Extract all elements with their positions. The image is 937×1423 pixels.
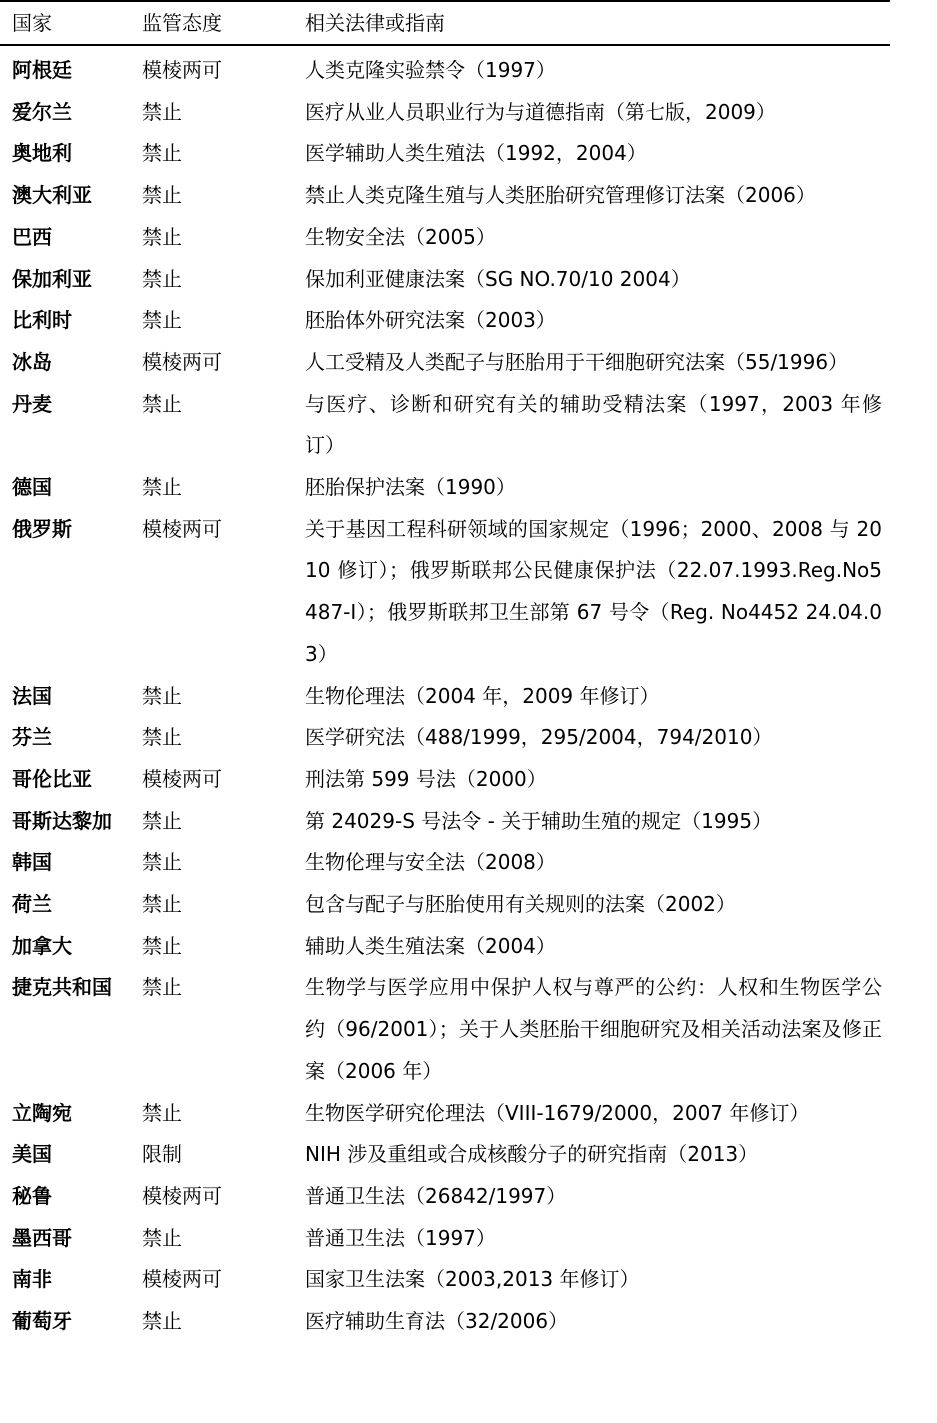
status-cell: 禁止 <box>142 808 182 833</box>
table-row <box>0 467 890 509</box>
table-row <box>0 884 890 926</box>
law-cell: 包含与配子与胚胎使用有关规则的法案（2002） <box>305 892 736 917</box>
table-header-row <box>0 1 890 45</box>
table-row <box>0 342 890 384</box>
country-cell: 美国 <box>12 1142 52 1167</box>
table-row <box>0 300 890 342</box>
status-cell: 禁止 <box>142 475 182 500</box>
country-cell: 荷兰 <box>12 892 52 917</box>
table-row <box>0 45 890 92</box>
status-cell: 禁止 <box>142 933 182 958</box>
status-cell: 模棱两可 <box>142 1267 222 1292</box>
status-cell: 禁止 <box>142 99 182 124</box>
law-cell: 医疗辅助生育法（32/2006） <box>305 1309 569 1334</box>
law-cell: 医学研究法（488/1999，295/2004，794/2010） <box>305 725 773 750</box>
table-row <box>0 133 890 175</box>
law-cell: 关于基因工程科研领域的国家规定（1996；2000、2008 与 2010 修订）；俄罗斯联邦公民健康保护法（22.07.1993.Reg.No5487-I）；俄罗斯联邦卫生部第 67 号令（Reg. No4452 24.04.03） <box>305 516 882 666</box>
country-cell: 芬兰 <box>12 725 52 750</box>
country-cell: 秘鲁 <box>12 1183 52 1208</box>
law-cell: 生物伦理法（2004 年，2009 年修订） <box>305 683 660 708</box>
country-cell: 哥伦比亚 <box>12 766 92 791</box>
table-row <box>0 842 890 884</box>
country-cell: 南非 <box>12 1267 52 1292</box>
table-row <box>0 676 890 718</box>
law-cell: 生物医学研究伦理法（VIII-1679/2000，2007 年修订） <box>305 1100 810 1125</box>
law-cell: 生物学与医学应用中保护人权与尊严的公约：人权和生物医学公约（96/2001）；关于人类胚胎干细胞研究及相关活动法案及修正案（2006 年） <box>305 975 882 1083</box>
status-cell: 禁止 <box>142 183 182 208</box>
table-row <box>0 759 890 801</box>
law-cell: 国家卫生法案（2003,2013 年修订） <box>305 1267 640 1292</box>
law-cell: 医疗从业人员职业行为与道德指南（第七版，2009） <box>305 99 776 124</box>
table-row <box>0 92 890 134</box>
law-cell: 与医疗、诊断和研究有关的辅助受精法案（1997，2003 年修订） <box>305 391 882 458</box>
status-cell: 禁止 <box>142 308 182 333</box>
table-header <box>0 1 890 45</box>
status-cell: 禁止 <box>142 391 182 416</box>
country-cell: 立陶宛 <box>12 1100 72 1125</box>
status-cell: 禁止 <box>142 1225 182 1250</box>
country-cell: 加拿大 <box>12 933 72 958</box>
country-cell: 冰岛 <box>12 349 52 374</box>
law-cell: 人工受精及人类配子与胚胎用于干细胞研究法案（55/1996） <box>305 349 849 374</box>
law-cell: 第 24029-S 号法令 - 关于辅助生殖的规定（1995） <box>305 808 773 833</box>
status-cell: 模棱两可 <box>142 766 222 791</box>
status-cell: 禁止 <box>142 850 182 875</box>
country-cell: 葡萄牙 <box>12 1309 72 1334</box>
status-cell: 禁止 <box>142 1100 182 1125</box>
country-cell: 德国 <box>12 475 52 500</box>
table-row <box>0 967 890 1092</box>
law-cell: 刑法第 599 号法（2000） <box>305 766 547 791</box>
country-cell: 爱尔兰 <box>12 99 72 124</box>
status-cell: 模棱两可 <box>142 349 222 374</box>
law-cell: 禁止人类克隆生殖与人类胚胎研究管理修订法案（2006） <box>305 183 816 208</box>
country-cell: 比利时 <box>12 308 72 333</box>
status-cell: 禁止 <box>142 141 182 166</box>
table-row <box>0 1301 890 1343</box>
country-cell: 哥斯达黎加 <box>12 808 112 833</box>
law-cell: 保加利亚健康法案（SG NO.70/10 2004） <box>305 266 691 291</box>
status-cell: 禁止 <box>142 1309 182 1334</box>
table-body <box>0 45 890 1343</box>
status-cell: 禁止 <box>142 975 182 1000</box>
country-cell: 奥地利 <box>12 141 72 166</box>
country-cell: 保加利亚 <box>12 266 92 291</box>
status-cell: 禁止 <box>142 725 182 750</box>
status-cell: 模棱两可 <box>142 58 222 82</box>
country-cell: 墨西哥 <box>12 1225 72 1250</box>
country-cell: 俄罗斯 <box>12 516 72 541</box>
law-cell: NIH 涉及重组或合成核酸分子的研究指南（2013） <box>305 1142 759 1167</box>
header-status: 监管态度 <box>142 11 222 35</box>
law-cell: 人类克隆实验禁令（1997） <box>305 58 556 82</box>
country-cell: 澳大利亚 <box>12 183 92 208</box>
table-row <box>0 384 890 467</box>
law-cell: 医学辅助人类生殖法（1992，2004） <box>305 141 647 166</box>
country-cell: 韩国 <box>12 850 52 875</box>
status-cell: 禁止 <box>142 224 182 249</box>
table-row <box>0 1093 890 1135</box>
table-row <box>0 926 890 968</box>
table-row <box>0 175 890 217</box>
table-row <box>0 1176 890 1218</box>
country-cell: 巴西 <box>12 224 52 249</box>
table-row <box>0 1134 890 1176</box>
table-row <box>0 717 890 759</box>
header-country: 国家 <box>12 11 52 35</box>
law-cell: 生物安全法（2005） <box>305 224 496 249</box>
country-cell: 法国 <box>12 683 52 708</box>
table-row <box>0 1259 890 1301</box>
law-cell: 普通卫生法（26842/1997） <box>305 1183 567 1208</box>
table-row <box>0 217 890 259</box>
law-cell: 胚胎保护法案（1990） <box>305 475 516 500</box>
law-cell: 普通卫生法（1997） <box>305 1225 496 1250</box>
law-cell: 胚胎体外研究法案（2003） <box>305 308 556 333</box>
law-cell: 辅助人类生殖法案（2004） <box>305 933 556 958</box>
status-cell: 禁止 <box>142 266 182 291</box>
table-row <box>0 259 890 301</box>
status-cell: 限制 <box>142 1142 182 1167</box>
status-cell: 禁止 <box>142 683 182 708</box>
table-row <box>0 1218 890 1260</box>
country-cell: 阿根廷 <box>12 58 72 82</box>
status-cell: 禁止 <box>142 892 182 917</box>
table-row <box>0 509 890 676</box>
status-cell: 模棱两可 <box>142 516 222 541</box>
status-cell: 模棱两可 <box>142 1183 222 1208</box>
country-cell: 捷克共和国 <box>12 975 112 1000</box>
country-cell: 丹麦 <box>12 391 52 416</box>
table-row <box>0 801 890 843</box>
law-cell: 生物伦理与安全法（2008） <box>305 850 556 875</box>
header-law: 相关法律或指南 <box>305 11 445 35</box>
